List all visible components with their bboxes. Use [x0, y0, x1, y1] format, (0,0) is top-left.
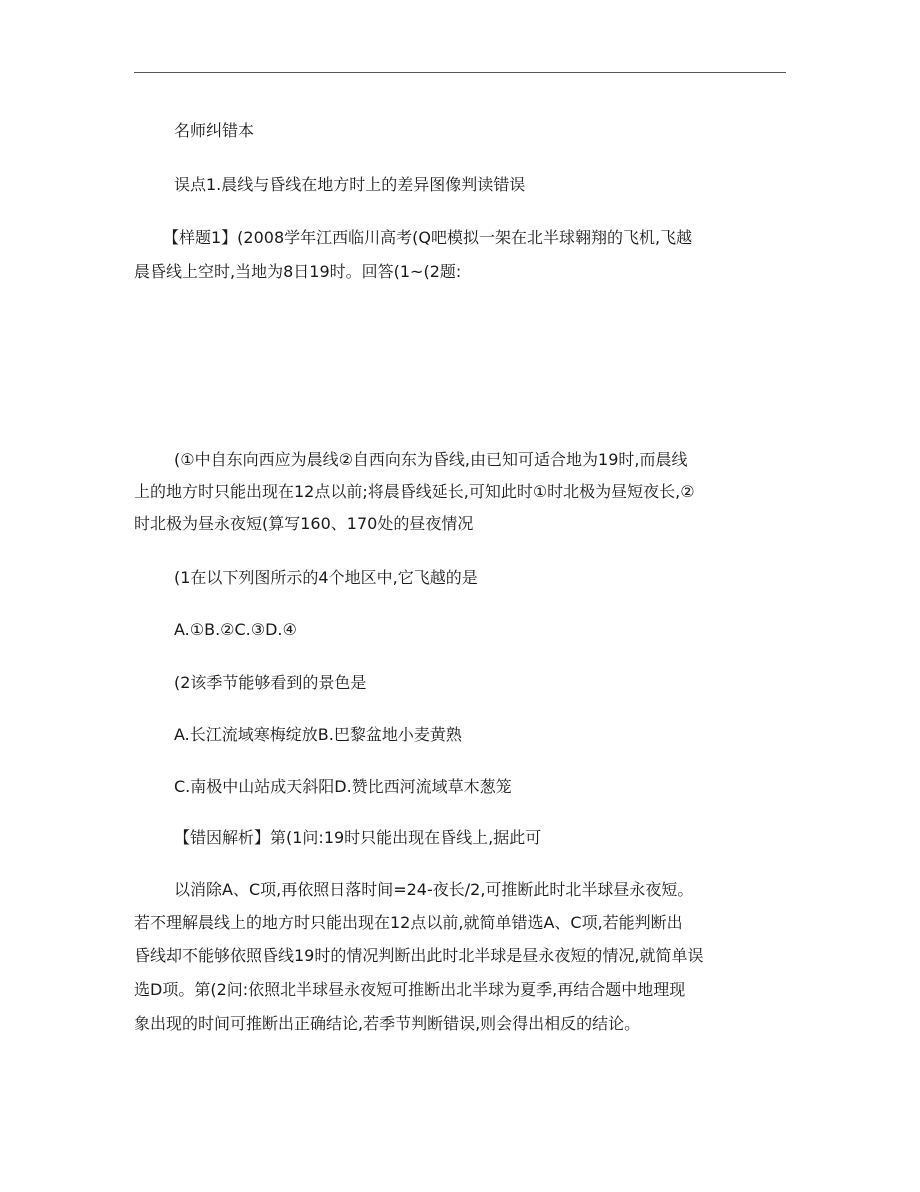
error-analysis-line-4: 选D项。第(2问:依照北半球昼永夜短可推断出北半球为夏季,再结合题中地理现 — [134, 980, 686, 999]
explanation-line-2: 上的地方时只能出现在12点以前;将晨昏线延长,可知此时①时北极为昼短夜长,② — [134, 482, 695, 501]
error-analysis-line-2: 若不理解晨线上的地方时只能出现在12点以前,就简单错选A、C项,若能判断出 — [134, 913, 683, 932]
error-analysis-heading: 【错因解析】第(1问:19时只能出现在昏线上,据此可 — [174, 828, 542, 847]
error-analysis-line-1: 以消除A、C项,再依照日落时间=24-夜长/2,可推断此时北半球昼永夜短。 — [174, 880, 694, 899]
section-title: 名师纠错本 — [174, 121, 255, 140]
question-2-options-cd: C.南极中山站成天斜阳D.赞比西河流域草木葱笼 — [174, 777, 512, 796]
explanation-line-1: (①中自东向西应为晨线②自西向东为昏线,由已知可适合地为19时,而晨线 — [174, 450, 688, 469]
question-2: (2该季节能够看到的景色是 — [174, 673, 367, 692]
top-rule — [134, 72, 786, 73]
question-1: (1在以下列图所示的4个地区中,它飞越的是 — [174, 568, 478, 587]
error-point-heading: 误点1.晨线与昏线在地方时上的差异图像判读错误 — [174, 175, 526, 194]
sample-question-line-2: 晨昏线上空时,当地为8日19时。回答(1~(2题: — [134, 262, 462, 281]
error-analysis-line-5: 象出现的时间可推断出正确结论,若季节判断错误,则会得出相反的结论。 — [134, 1014, 641, 1033]
question-1-options: A.①B.②C.③D.④ — [174, 620, 297, 639]
explanation-line-3: 时北极为昼永夜短(算写160、170处的昼夜情况 — [134, 514, 474, 533]
question-2-options-ab: A.长江流域寒梅绽放B.巴黎盆地小麦黄熟 — [174, 725, 462, 744]
error-analysis-line-3: 昏线却不能够依照昏线19时的情况判断出此时北半球是昼永夜短的情况,就简单误 — [134, 946, 704, 965]
sample-question-line-1: 【样题1】(2008学年江西临川高考(Q吧模拟一架在北半球翱翔的飞机,飞越 — [163, 228, 693, 247]
